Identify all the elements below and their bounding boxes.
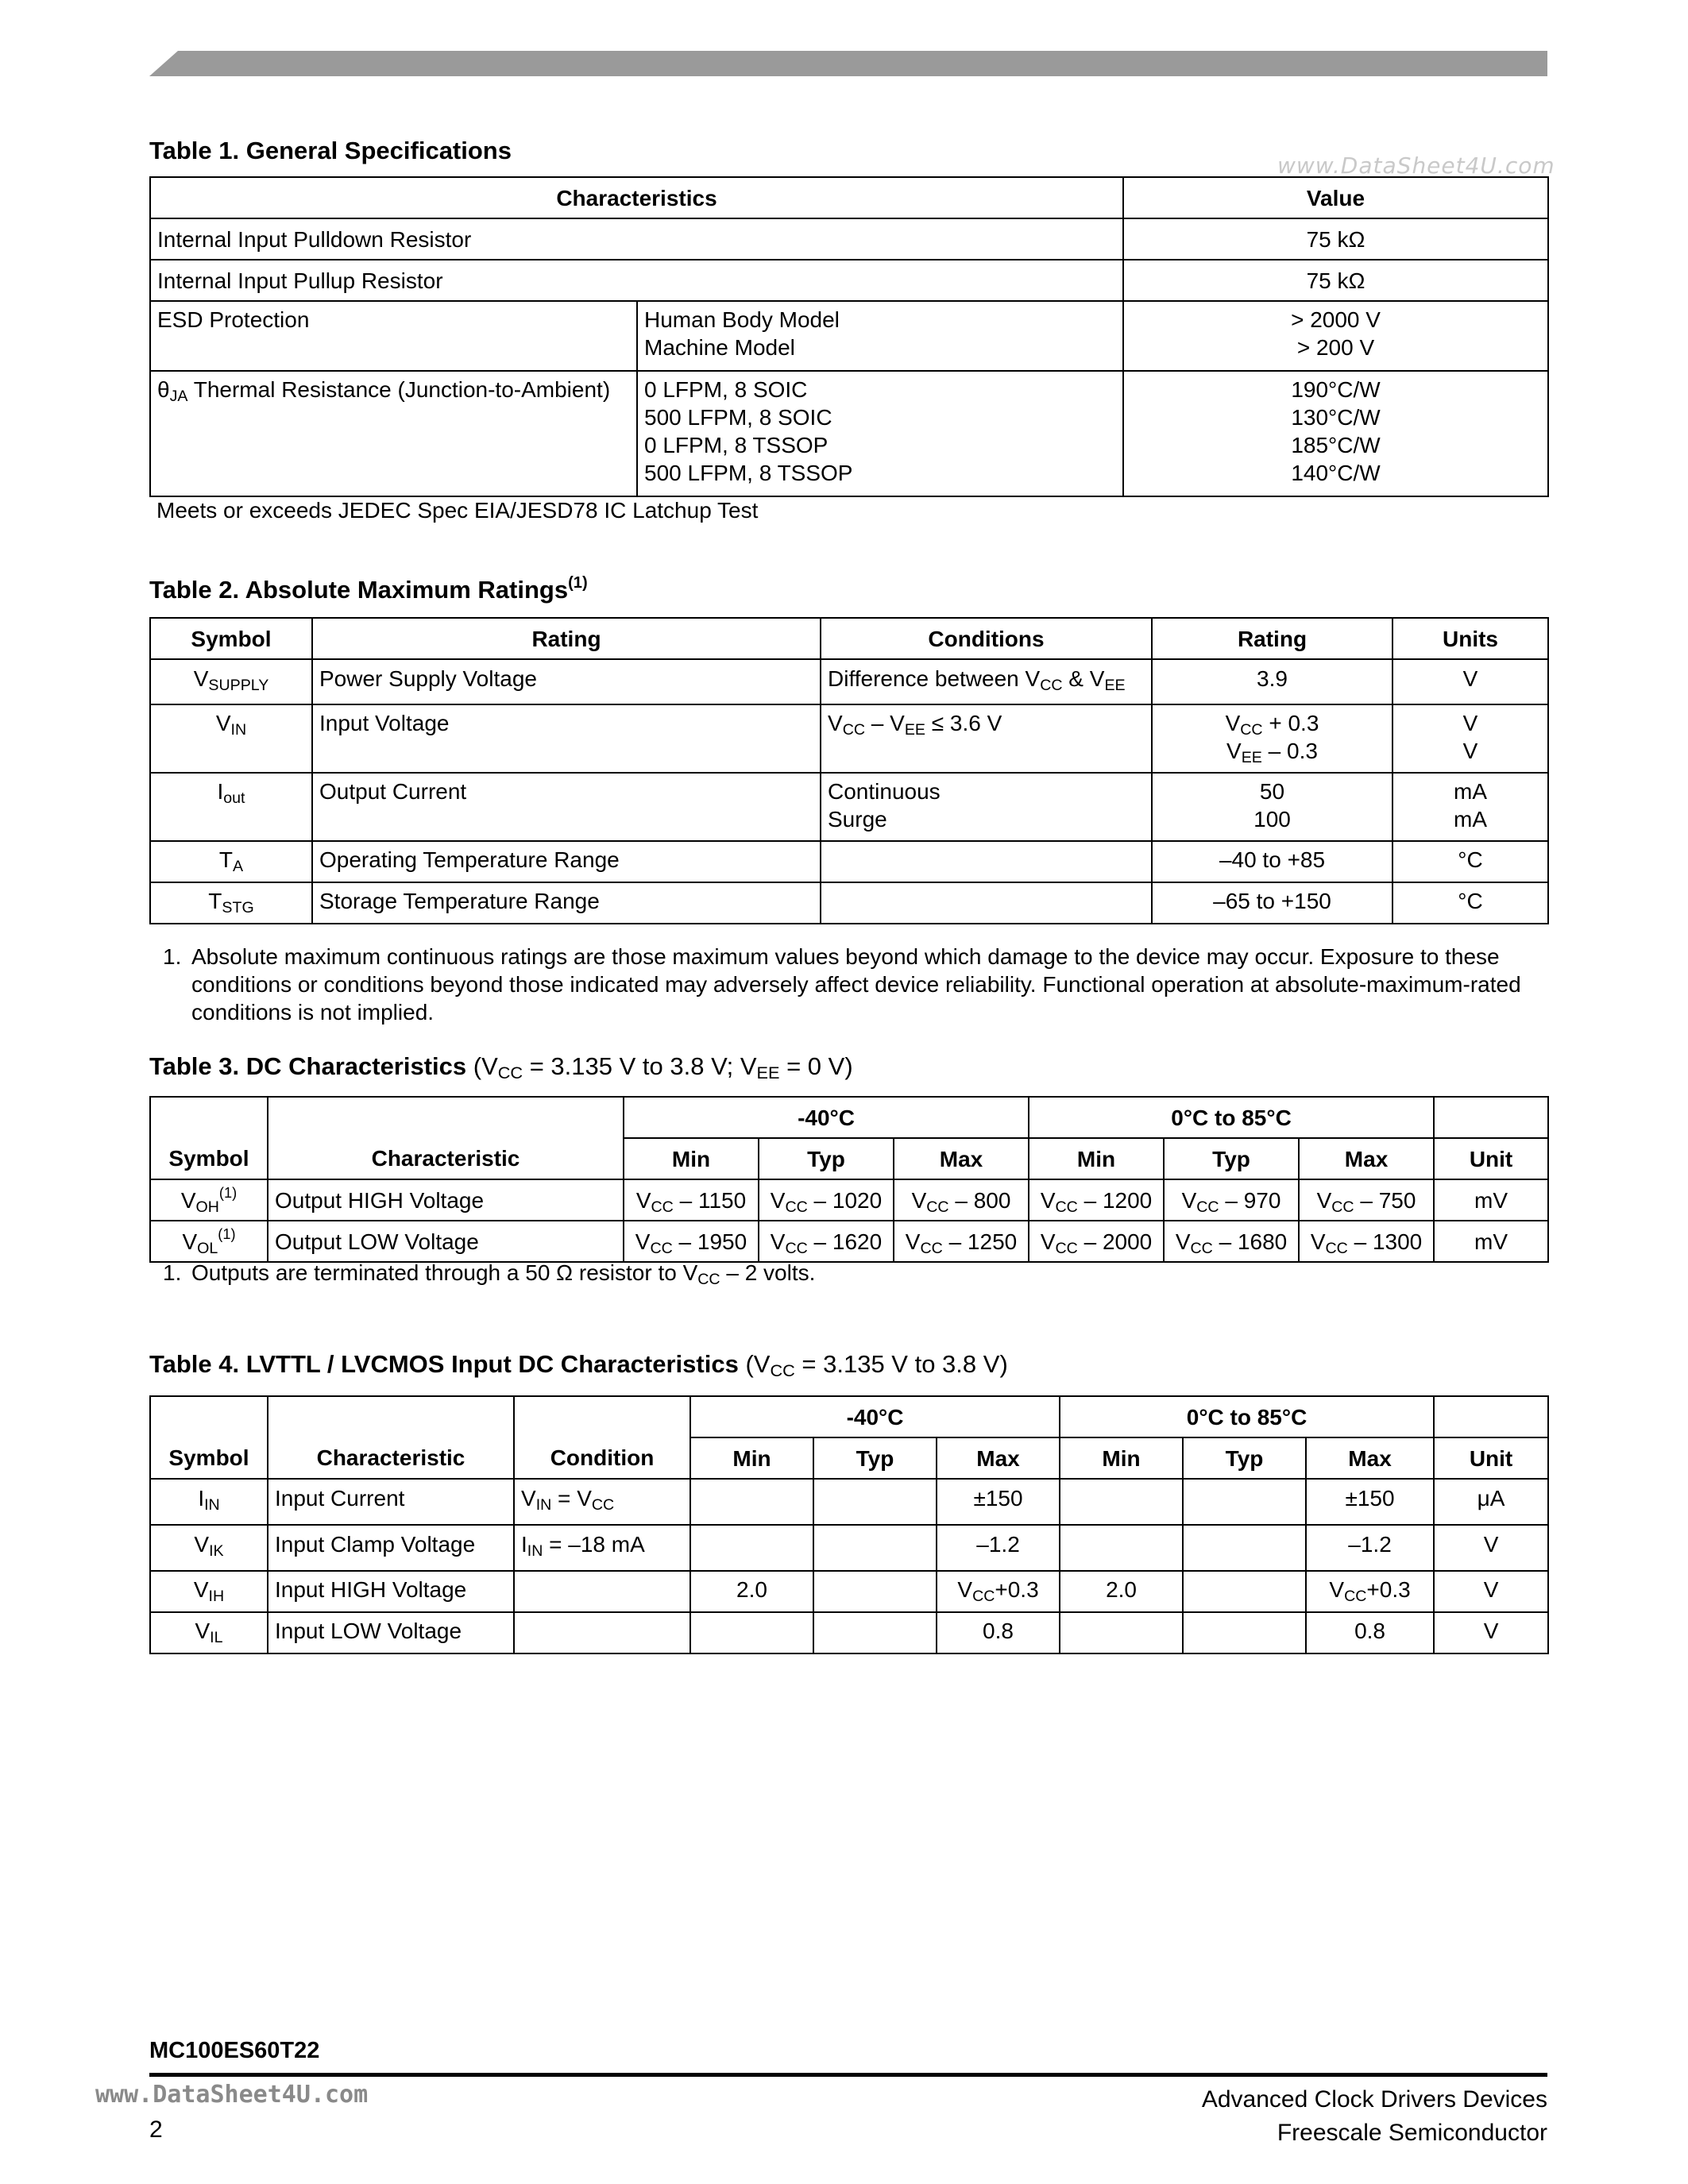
table2-footnote-num: 1.	[163, 944, 182, 969]
subscript: IK	[209, 1542, 224, 1560]
cell-symbol	[150, 1612, 268, 1653]
cell-char: Internal Input Pullup Resistor	[150, 260, 1123, 301]
table4-header-typ: Typ	[813, 1437, 937, 1479]
subscript: CC	[591, 1496, 615, 1514]
cell-unit: °C	[1393, 882, 1548, 924]
symbol-base: I	[198, 1486, 205, 1511]
table4-header-blank	[150, 1396, 268, 1437]
subscript: CC	[1196, 1198, 1219, 1216]
text: V	[905, 1229, 921, 1254]
text: = –18 mA	[543, 1532, 645, 1557]
table3-footnote-num: 1.	[163, 1260, 182, 1285]
subscript: CC	[651, 1198, 674, 1216]
subscript: CC	[785, 1239, 808, 1257]
cell-value	[624, 1221, 759, 1262]
text: – 1620	[807, 1229, 883, 1254]
subscript: CC	[1055, 1198, 1078, 1216]
cell-empty	[813, 1571, 937, 1612]
cell-empty	[1060, 1525, 1183, 1571]
cell-value	[937, 1571, 1060, 1612]
cell-symbol	[150, 841, 312, 882]
text: = 3.135 V to 3.8 V; V	[523, 1052, 757, 1080]
subscript: IN	[527, 1542, 543, 1560]
footnote-ref: (1)	[218, 1184, 238, 1201]
cell-rating: Storage Temperature Range	[312, 882, 821, 924]
table4-header-blank	[514, 1396, 690, 1437]
cell-value	[624, 1179, 759, 1221]
text: V	[828, 711, 843, 735]
subscript: CC	[785, 1198, 808, 1216]
cell-values	[1123, 371, 1548, 496]
cell-unit: mV	[1434, 1221, 1548, 1262]
text: V	[1040, 1229, 1056, 1254]
subscript: EE	[756, 1063, 780, 1082]
cell-empty	[1183, 1571, 1306, 1612]
cell-units	[1393, 704, 1548, 773]
cell-units	[1393, 773, 1548, 841]
subscript: CC	[697, 1271, 720, 1288]
table-row	[150, 704, 1548, 773]
text: – 1300	[1347, 1229, 1423, 1254]
cell-unit: μA	[1434, 1479, 1548, 1525]
subscript: IH	[208, 1588, 225, 1605]
text: – 970	[1219, 1187, 1281, 1213]
subscript: OL	[197, 1239, 218, 1257]
table2-header-conditions: Conditions	[821, 618, 1152, 659]
cell-value	[759, 1221, 894, 1262]
cell-empty	[1183, 1479, 1306, 1525]
table3-header-blank	[268, 1097, 624, 1138]
subscript: CC	[920, 1239, 943, 1257]
subscript: CC	[1331, 1198, 1354, 1216]
cell-empty	[1060, 1479, 1183, 1525]
symbol-base: V	[215, 711, 231, 735]
cell-value: –1.2	[937, 1525, 1060, 1571]
text: = V	[551, 1486, 592, 1511]
table3-header-typ: Typ	[759, 1138, 894, 1179]
cell-char: Input Clamp Voltage	[268, 1525, 514, 1571]
subscript: JA	[169, 388, 188, 405]
text: – 1680	[1212, 1229, 1288, 1254]
cell-value	[1029, 1179, 1164, 1221]
text: (V	[466, 1052, 498, 1080]
table-row	[150, 371, 1548, 496]
value-line	[1159, 709, 1385, 737]
table-row	[150, 773, 1548, 841]
cell-conditions	[637, 371, 1123, 496]
table2-header-rating: Rating	[312, 618, 821, 659]
symbol-base: I	[217, 779, 224, 804]
text: V	[1175, 1229, 1191, 1254]
thermal-label: Thermal Resistance (Junction-to-Ambient)	[193, 377, 611, 402]
cell-empty	[1183, 1612, 1306, 1653]
text: +0.3	[1366, 1577, 1411, 1602]
cell-condition	[821, 704, 1152, 773]
text: V	[957, 1577, 973, 1602]
table4	[149, 1395, 1549, 1654]
cell-char	[150, 371, 637, 496]
table2	[149, 617, 1549, 924]
cell-rating: Output Current	[312, 773, 821, 841]
symbol-base: V	[180, 1187, 196, 1213]
cell-empty	[690, 1525, 813, 1571]
text: – 0.3	[1261, 739, 1318, 763]
subscript: A	[233, 858, 244, 875]
watermark-top: www.DataSheet4U.com	[1277, 152, 1555, 179]
cell-empty	[690, 1479, 813, 1525]
cond-line: Continuous	[828, 779, 941, 804]
table-row	[150, 882, 1548, 924]
cell-empty	[690, 1612, 813, 1653]
table-row	[150, 1221, 1548, 1262]
cell-value	[1299, 1179, 1434, 1221]
cell-char: ESD Protection	[150, 301, 637, 371]
header-bar	[149, 51, 1547, 76]
table3-header-min: Min	[1029, 1138, 1164, 1179]
table-row	[150, 1525, 1548, 1571]
table4-header-min: Min	[1060, 1437, 1183, 1479]
table3-header-characteristic: Characteristic	[268, 1138, 624, 1179]
cell-value: 2.0	[1060, 1571, 1183, 1612]
table-row	[150, 301, 1548, 371]
subscript: EE	[1241, 749, 1262, 766]
theta-symbol: θ	[157, 377, 170, 402]
cell-condition	[821, 659, 1152, 704]
cell-value: 0.8	[937, 1612, 1060, 1653]
cell-empty	[1060, 1612, 1183, 1653]
table3-header-blank	[1434, 1097, 1548, 1138]
table2-header-symbol: Symbol	[150, 618, 312, 659]
subscript: IN	[230, 721, 247, 739]
table-row	[150, 1179, 1548, 1221]
cell-unit: V	[1434, 1525, 1548, 1571]
text: V	[521, 1486, 536, 1511]
subscript: IN	[204, 1496, 220, 1514]
table-row	[150, 841, 1548, 882]
footer-part-number: MC100ES60T22	[149, 2038, 320, 2063]
cell-value	[1164, 1221, 1299, 1262]
footer-company	[1202, 2083, 1547, 2150]
cell-value: –65 to +150	[1152, 882, 1393, 924]
subscript: SUPPLY	[208, 677, 269, 694]
text: V	[911, 1187, 927, 1213]
footnote-ref: (1)	[568, 574, 588, 592]
text: + 0.3	[1262, 711, 1319, 735]
text: I	[521, 1532, 527, 1557]
cond-line: Machine Model	[644, 335, 795, 360]
cell-symbol	[150, 1479, 268, 1525]
table3-header-max: Max	[894, 1138, 1029, 1179]
cell-symbol	[150, 659, 312, 704]
text: +0.3	[995, 1577, 1039, 1602]
table3-header-max: Max	[1299, 1138, 1434, 1179]
table-row	[150, 218, 1548, 260]
symbol-base: T	[208, 889, 222, 913]
table2-footnote: Absolute maximum continuous ratings are those maximum values beyond which damage to the device may occur. Exposure to these conditions or conditions beyond those indicated may adversely affect device reliability. Functional operation at absolute-maximum-rated conditions is not implied.	[191, 944, 1521, 1024]
cond-line: 0 LFPM, 8 SOIC	[644, 377, 808, 402]
value-line: 190°C/W	[1291, 377, 1381, 402]
subscript: CC	[1240, 721, 1263, 739]
unit-line: mA	[1454, 807, 1487, 832]
table3-header-min: Min	[624, 1138, 759, 1179]
cell-condition	[514, 1479, 690, 1525]
cell-value: 2.0	[690, 1571, 813, 1612]
cell-char: Output LOW Voltage	[268, 1221, 624, 1262]
table-row	[150, 1612, 1548, 1653]
footer-rule	[149, 2073, 1547, 2077]
subscript: CC	[650, 1239, 673, 1257]
cell-condition-empty	[821, 841, 1152, 882]
table3-header-unit: Unit	[1434, 1138, 1548, 1179]
text: & V	[1062, 666, 1105, 691]
cell-value: 0.8	[1306, 1612, 1434, 1653]
cond-line: 500 LFPM, 8 TSSOP	[644, 461, 853, 485]
cell-char: Internal Input Pulldown Resistor	[150, 218, 1123, 260]
cond-line: 500 LFPM, 8 SOIC	[644, 405, 832, 430]
cell-symbol	[150, 704, 312, 773]
cell-symbol	[150, 1571, 268, 1612]
cell-value: 3.9	[1152, 659, 1393, 704]
cell-value	[1164, 1179, 1299, 1221]
table1-header-characteristics: Characteristics	[150, 177, 1123, 218]
table-row	[150, 1571, 1548, 1612]
table4-header-condition: Condition	[514, 1437, 690, 1479]
table4-header-temp1: -40°C	[690, 1396, 1060, 1437]
table-row	[150, 659, 1548, 704]
cond-line: Surge	[828, 807, 887, 832]
cell-value	[759, 1179, 894, 1221]
cell-value: ±150	[937, 1479, 1060, 1525]
symbol-base: V	[195, 1619, 211, 1643]
subscript: STG	[222, 899, 254, 916]
text: – 2000	[1077, 1229, 1153, 1254]
table4-header-characteristic: Characteristic	[268, 1437, 514, 1479]
cell-value	[1029, 1221, 1164, 1262]
text: V	[770, 1187, 786, 1213]
text: Difference between V	[828, 666, 1041, 691]
unit-line: V	[1462, 739, 1478, 763]
cell-char: Input LOW Voltage	[268, 1612, 514, 1653]
value-line: > 200 V	[1296, 335, 1375, 360]
caption-text: Table 3. DC Characteristics	[149, 1052, 467, 1080]
cell-rating: Power Supply Voltage	[312, 659, 821, 704]
text: – 800	[948, 1187, 1011, 1213]
table3-header-typ: Typ	[1164, 1138, 1299, 1179]
table-row	[150, 1479, 1548, 1525]
cell-symbol	[150, 1525, 268, 1571]
cell-empty	[1183, 1525, 1306, 1571]
subscript: out	[223, 789, 245, 807]
footer-line-2: Freescale Semiconductor	[1277, 2120, 1547, 2146]
cell-empty	[813, 1612, 937, 1653]
cell-symbol	[150, 1221, 268, 1262]
cell-unit: V	[1393, 659, 1548, 704]
table4-header-min: Min	[690, 1437, 813, 1479]
table3-header-temp2: 0°C to 85°C	[1029, 1097, 1434, 1138]
table4-header-symbol: Symbol	[150, 1437, 268, 1479]
unit-line: mA	[1454, 779, 1487, 804]
cell-value	[894, 1221, 1029, 1262]
text: – 750	[1354, 1187, 1416, 1213]
value-line: 185°C/W	[1291, 433, 1381, 457]
value-line: 100	[1253, 807, 1291, 832]
cell-symbol	[150, 882, 312, 924]
cell-value	[1306, 1571, 1434, 1612]
text: – 1950	[672, 1229, 747, 1254]
table4-header-typ: Typ	[1183, 1437, 1306, 1479]
cell-symbol	[150, 773, 312, 841]
cell-value: –40 to +85	[1152, 841, 1393, 882]
footnote-ref: (1)	[218, 1225, 236, 1242]
text: – 1200	[1077, 1187, 1153, 1213]
text: V	[770, 1229, 786, 1254]
table4-header-unit: Unit	[1434, 1437, 1548, 1479]
text: V	[1310, 1229, 1326, 1254]
cond-line: Human Body Model	[644, 307, 840, 332]
cell-unit: °C	[1393, 841, 1548, 882]
unit-line: V	[1462, 711, 1478, 735]
text: = 0 V)	[779, 1052, 853, 1080]
text: – 1250	[942, 1229, 1018, 1254]
cell-empty	[813, 1479, 937, 1525]
subscript: CC	[926, 1198, 949, 1216]
text: – 2 volts.	[720, 1260, 816, 1285]
cell-value	[894, 1179, 1029, 1221]
cell-value: –1.2	[1306, 1525, 1434, 1571]
subscript: CC	[1190, 1239, 1213, 1257]
subscript: CC	[972, 1588, 995, 1605]
value-line: > 2000 V	[1291, 307, 1381, 332]
text: V	[1329, 1577, 1345, 1602]
table3-header-temp1: -40°C	[624, 1097, 1029, 1138]
symbol-base: V	[193, 1577, 209, 1602]
table1-note: Meets or exceeds JEDEC Spec EIA/JESD78 IC Latchup Test	[156, 498, 759, 523]
table2-caption	[149, 576, 588, 604]
cell-empty	[813, 1525, 937, 1571]
cell-value: 75 kΩ	[1123, 260, 1548, 301]
table4-header-blank	[268, 1396, 514, 1437]
table-row	[150, 260, 1548, 301]
cell-conditions	[821, 773, 1152, 841]
subscript: CC	[842, 721, 865, 739]
subscript: CC	[1325, 1239, 1348, 1257]
subscript: OH	[195, 1198, 219, 1216]
subscript: CC	[497, 1063, 523, 1082]
cond-line: 0 LFPM, 8 TSSOP	[644, 433, 829, 457]
table3-caption	[149, 1052, 853, 1081]
table4-header-temp2: 0°C to 85°C	[1060, 1396, 1434, 1437]
table4-header-blank	[1434, 1396, 1548, 1437]
table1-caption: Table 1. General Specifications	[149, 137, 512, 164]
table4-caption	[149, 1350, 1008, 1379]
cell-char: Output HIGH Voltage	[268, 1179, 624, 1221]
cell-char: Input HIGH Voltage	[268, 1571, 514, 1612]
cell-values	[1123, 301, 1548, 371]
table3-footnote	[191, 1259, 815, 1287]
text: = 3.135 V to 3.8 V)	[794, 1350, 1008, 1378]
cell-rating: Operating Temperature Range	[312, 841, 821, 882]
cell-char: Input Current	[268, 1479, 514, 1525]
text: V	[1040, 1187, 1056, 1213]
cell-value: ±150	[1306, 1479, 1434, 1525]
table1-header-value: Value	[1123, 177, 1548, 218]
subscript: EE	[904, 721, 925, 739]
cell-condition	[514, 1525, 690, 1571]
caption-text: Table 2. Absolute Maximum Ratings	[149, 576, 569, 604]
symbol-base: V	[182, 1229, 198, 1254]
subscript: CC	[1055, 1239, 1078, 1257]
table3-header-symbol: Symbol	[150, 1138, 268, 1179]
text: V	[1226, 739, 1242, 763]
cell-unit: V	[1434, 1612, 1548, 1653]
value-line: 130°C/W	[1291, 405, 1381, 430]
text: – 1020	[807, 1187, 883, 1213]
subscript: CC	[770, 1360, 795, 1380]
symbol-base: V	[194, 1532, 210, 1557]
value-line	[1159, 737, 1385, 765]
cell-condition-empty	[821, 882, 1152, 924]
symbol-base: V	[193, 666, 209, 691]
cell-empty	[514, 1571, 690, 1612]
caption-text: Table 4. LVTTL / LVCMOS Input DC Characteristics	[149, 1350, 739, 1378]
text: V	[1316, 1187, 1332, 1213]
value-line: 140°C/W	[1291, 461, 1381, 485]
table1	[149, 176, 1549, 497]
table2-header-units: Units	[1393, 618, 1548, 659]
subscript: CC	[1344, 1588, 1367, 1605]
subscript: IL	[210, 1629, 223, 1646]
cell-values	[1152, 704, 1393, 773]
cell-value: 75 kΩ	[1123, 218, 1548, 260]
text: V	[1181, 1187, 1197, 1213]
subscript: EE	[1104, 677, 1126, 694]
text: – V	[865, 711, 905, 735]
cell-conditions	[637, 301, 1123, 371]
cell-value	[1299, 1221, 1434, 1262]
page-number: 2	[149, 2116, 163, 2143]
text: ≤ 3.6 V	[925, 711, 1002, 735]
symbol-base: T	[218, 847, 234, 872]
watermark-bottom: www.DataSheet4U.com	[95, 2081, 369, 2109]
cell-unit: V	[1434, 1571, 1548, 1612]
cell-symbol	[150, 1179, 268, 1221]
cell-unit: mV	[1434, 1179, 1548, 1221]
subscript: CC	[1040, 677, 1063, 694]
text: (V	[738, 1350, 771, 1378]
table2-header-rating-value: Rating	[1152, 618, 1393, 659]
table3	[149, 1096, 1549, 1263]
cell-values	[1152, 773, 1393, 841]
table4-header-max: Max	[937, 1437, 1060, 1479]
text: Outputs are terminated through a 50 Ω resistor to V	[191, 1260, 698, 1285]
text: V	[1225, 711, 1241, 735]
table4-header-max: Max	[1306, 1437, 1434, 1479]
cell-rating: Input Voltage	[312, 704, 821, 773]
text: – 1150	[673, 1187, 747, 1213]
text: V	[635, 1229, 651, 1254]
cell-empty	[514, 1612, 690, 1653]
table3-header-blank	[150, 1097, 268, 1138]
footer-line-1: Advanced Clock Drivers Devices	[1201, 2086, 1547, 2113]
value-line: 50	[1259, 779, 1285, 804]
subscript: IN	[535, 1496, 552, 1514]
text: V	[635, 1187, 651, 1213]
